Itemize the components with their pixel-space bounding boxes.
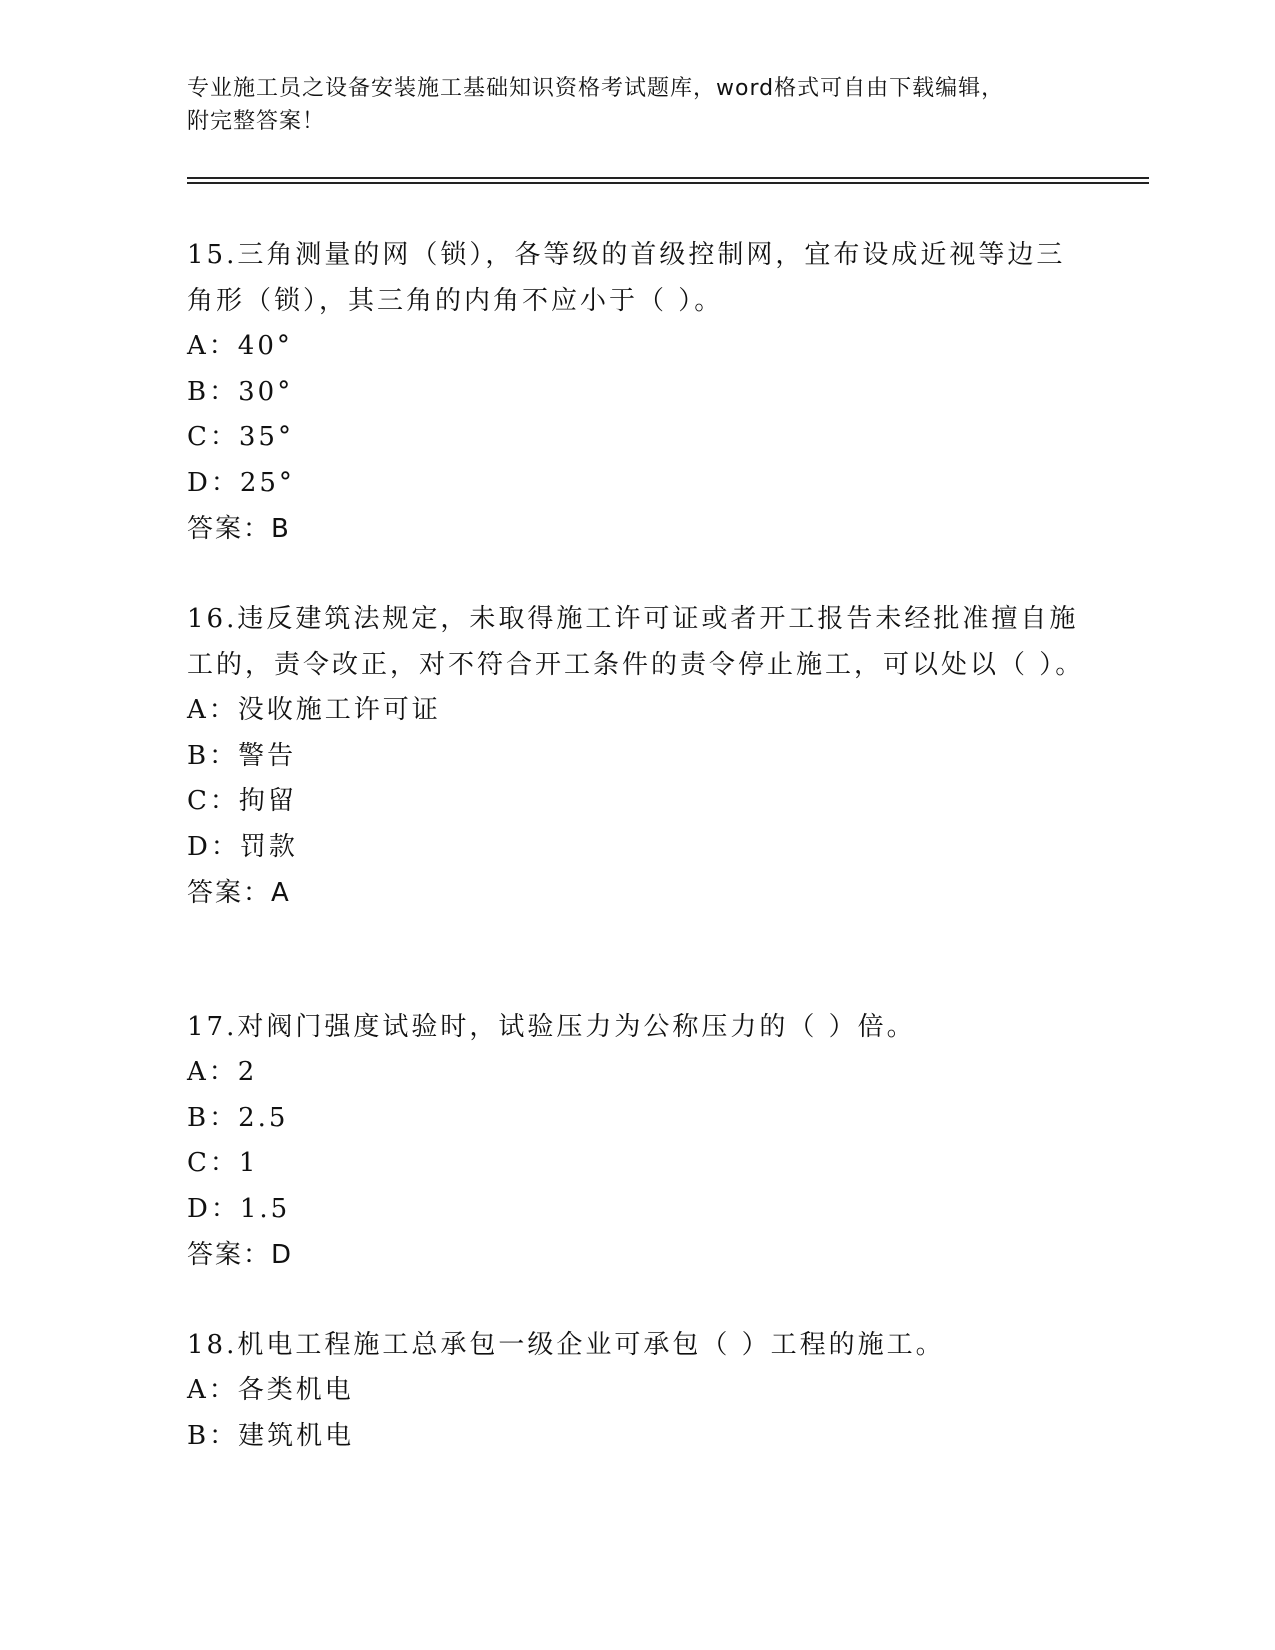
option-c: C：拘留: [187, 786, 297, 816]
option-b: B：30°: [187, 376, 294, 407]
question-15: [187, 232, 1087, 552]
option-a: A：各类机电: [187, 1375, 354, 1405]
answer-text: 答案：A: [187, 878, 291, 908]
option-a: A：没收施工许可证: [187, 695, 441, 725]
option-list: [187, 1368, 1087, 1459]
option-a: A：2: [187, 1057, 258, 1087]
option-b: B：警告: [187, 740, 297, 771]
header-title-line-1: 专业施工员之设备安装施工基础知识资格考试题库，word格式可自由下载编辑，: [187, 76, 1005, 101]
option-list: [187, 324, 1087, 506]
question-16: [187, 596, 1087, 916]
option-d: D：1.5: [187, 1193, 291, 1224]
document-header: [187, 72, 1067, 138]
question-18: [187, 1322, 1087, 1459]
question-stem: 17.对阀门强度试验时，试验压力为公称压力的（ ）倍。: [187, 1012, 916, 1042]
option-a: A：40°: [187, 331, 293, 361]
header-divider-top: [187, 177, 1149, 179]
option-d: D：25°: [187, 467, 295, 498]
option-list: [187, 688, 1087, 870]
question-stem: 18.机电工程施工总承包一级企业可承包（ ）工程的施工。: [187, 1330, 945, 1360]
option-b: B：建筑机电: [187, 1420, 355, 1451]
header-title-line-2: 附完整答案！: [187, 109, 326, 134]
option-c: C：35°: [187, 422, 294, 452]
answer-text: 答案：B: [187, 514, 291, 544]
option-c: C：1: [187, 1148, 259, 1178]
question-stem: 16.违反建筑法规定，未取得施工许可证或者开工报告未经批准擅自施工的，责令改正，对不符合开工条件的责令停止施工，可以处以（ ）。: [187, 604, 1085, 680]
answer-text: 答案：D: [187, 1240, 294, 1270]
header-divider-bottom: [187, 182, 1149, 184]
question-stem: 15.三角测量的网（锁），各等级的首级控制网，宜布设成近视等边三角形（锁），其三角的内角不应小于（ ）。: [187, 240, 1066, 316]
option-list: [187, 1050, 1087, 1232]
option-b: B：2.5: [187, 1102, 289, 1133]
option-d: D：罚款: [187, 831, 298, 862]
question-17: [187, 1004, 1087, 1278]
